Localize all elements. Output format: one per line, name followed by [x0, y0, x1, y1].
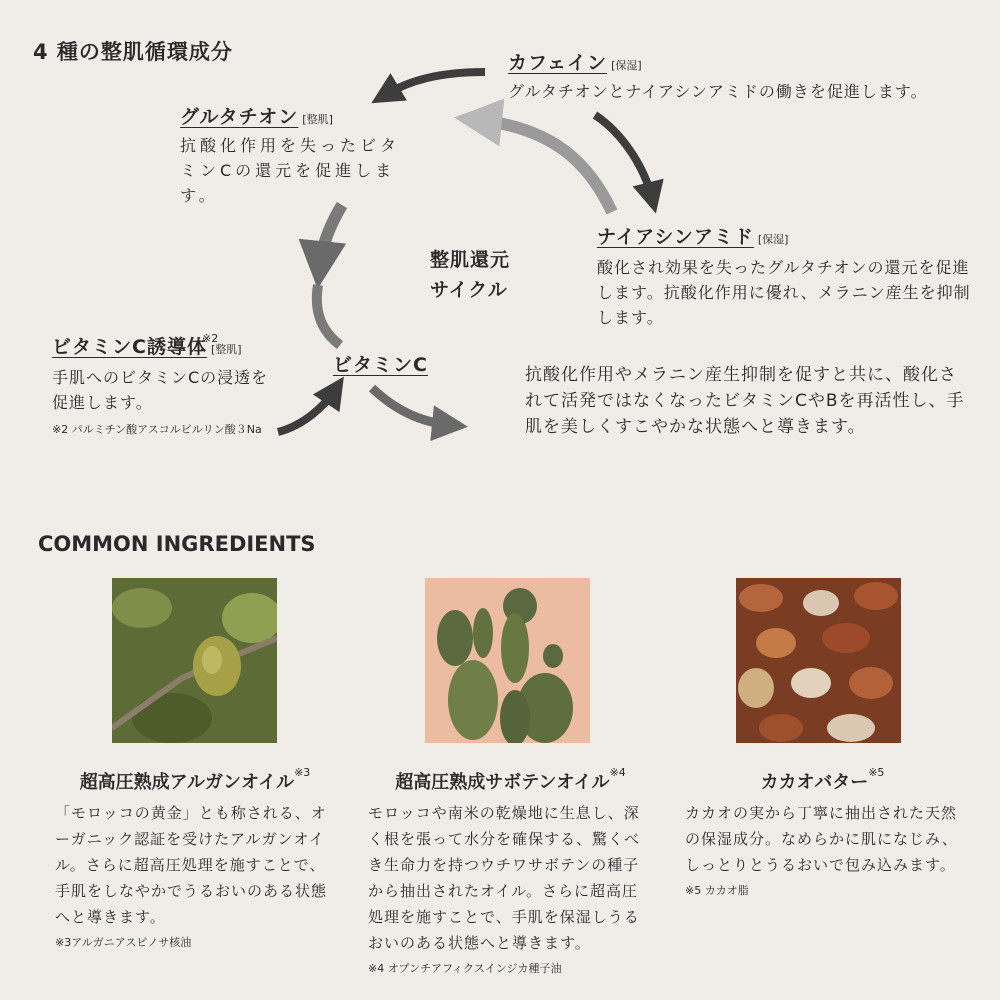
cacao-note: ※5 カカオ脂: [685, 884, 749, 897]
arrow-niacinamide-to-glutathione: [478, 120, 612, 212]
niacinamide-desc: 酸化され効果を失ったグルタチオンの還元を促進します。抗酸化作用に優れ、メラニン産生を抑制します。: [597, 258, 971, 327]
glutathione-desc: 抗酸化作用を失ったビタミンCの還元を促進します。: [180, 136, 401, 205]
vitc-effect: 抗酸化作用やメラニン産生抑制を促すと共に、酸化されて活発ではなくなったビタミンCやBを再活性し、手肌を美しくすこやかな状態へと導きます。: [525, 365, 965, 437]
vitc-derivative-tag: [整肌]: [210, 343, 242, 356]
argan-photo: [112, 578, 277, 743]
arrow-vitc-to-effect: [372, 388, 450, 425]
cactus-name: 超高圧熟成サボテンオイル: [395, 772, 610, 793]
ingredient-cacao: [685, 768, 960, 899]
cactus-desc: モロッコや南米の乾燥地に生息し、深く根を張って水分を確保する、驚くべき生命力を持つウチワサボテンの種子から抽出されたオイル。さらに超高圧処理を施すことで、手肌を保湿しうるおいのある状態へと導きます。: [368, 804, 641, 952]
cacao-desc: カカオの実から丁寧に抽出された天然の保湿成分。なめらかに肌になじみ、しっとりとうるおいで包み込みます。: [685, 804, 958, 874]
vitc-derivative-note: ※2 パルミチン酸アスコルビルリン酸３Na: [52, 423, 262, 436]
vitc-derivative-desc: 手肌へのビタミンCの浸透を促進します。: [52, 368, 269, 412]
arrow-vitc-cycle: [317, 285, 340, 345]
cactus-image: [425, 578, 590, 743]
vitc-derivative-mark: ※2: [202, 332, 219, 345]
argan-title: [55, 768, 335, 794]
cycle-label-line1: 整肌還元: [430, 249, 511, 271]
ingredient-cactus: [368, 768, 653, 977]
caffeine-desc: グルタチオンとナイアシンアミドの働きを促進します。: [508, 82, 928, 101]
caffeine-title: カフェイン: [508, 52, 608, 74]
cacao-image: [736, 578, 901, 743]
ingredient-argan: [55, 768, 335, 951]
arrow-derivative-to-vitc: [278, 390, 335, 432]
vitc-title: ビタミンC: [333, 354, 428, 376]
node-glutathione: [180, 102, 415, 208]
cactus-mark: ※4: [609, 766, 626, 779]
cacao-name: カカオバター: [760, 772, 869, 793]
argan-mark: ※3: [294, 766, 311, 779]
niacinamide-title: ナイアシンアミド: [597, 226, 754, 248]
node-caffeine: [508, 48, 988, 104]
section-title: 4 種の整肌循環成分: [33, 40, 233, 64]
cacao-mark: ※5: [868, 766, 885, 779]
cycle-label-line2: サイクル: [430, 279, 508, 301]
arrow-caffeine-to-glutathione: [385, 72, 485, 95]
glutathione-title: グルタチオン: [180, 106, 299, 128]
argan-desc: 「モロッコの黄金」とも称される、オーガニック認証を受けたアルガンオイル。さらに超高圧処理を施すことで、手肌をしなやかでうるおいのある状態へと導きます。: [55, 804, 328, 926]
node-vitc-derivative: [52, 332, 282, 438]
niacinamide-tag: [保湿]: [757, 233, 789, 246]
argan-name: 超高圧熟成アルガンオイル: [79, 772, 295, 793]
argan-image: [112, 578, 277, 743]
arrow-glutathione-to-vitc: [320, 205, 342, 265]
cacao-title: [685, 768, 960, 794]
node-niacinamide: [597, 222, 977, 330]
cactus-photo: [425, 578, 590, 743]
cactus-note: ※4 オプンチアフィクスインジカ種子油: [368, 962, 562, 975]
cacao-photo: [736, 578, 901, 743]
common-ingredients-title: COMMON INGREDIENTS: [38, 532, 316, 556]
vitc-derivative-title: ビタミンC誘導体: [52, 336, 207, 358]
glutathione-tag: [整肌]: [302, 113, 333, 126]
cycle-label: [430, 245, 510, 305]
argan-note: ※3アルガニアスピノサ核油: [55, 936, 192, 949]
cactus-title: [368, 768, 653, 794]
caffeine-tag: [保湿]: [611, 59, 642, 72]
